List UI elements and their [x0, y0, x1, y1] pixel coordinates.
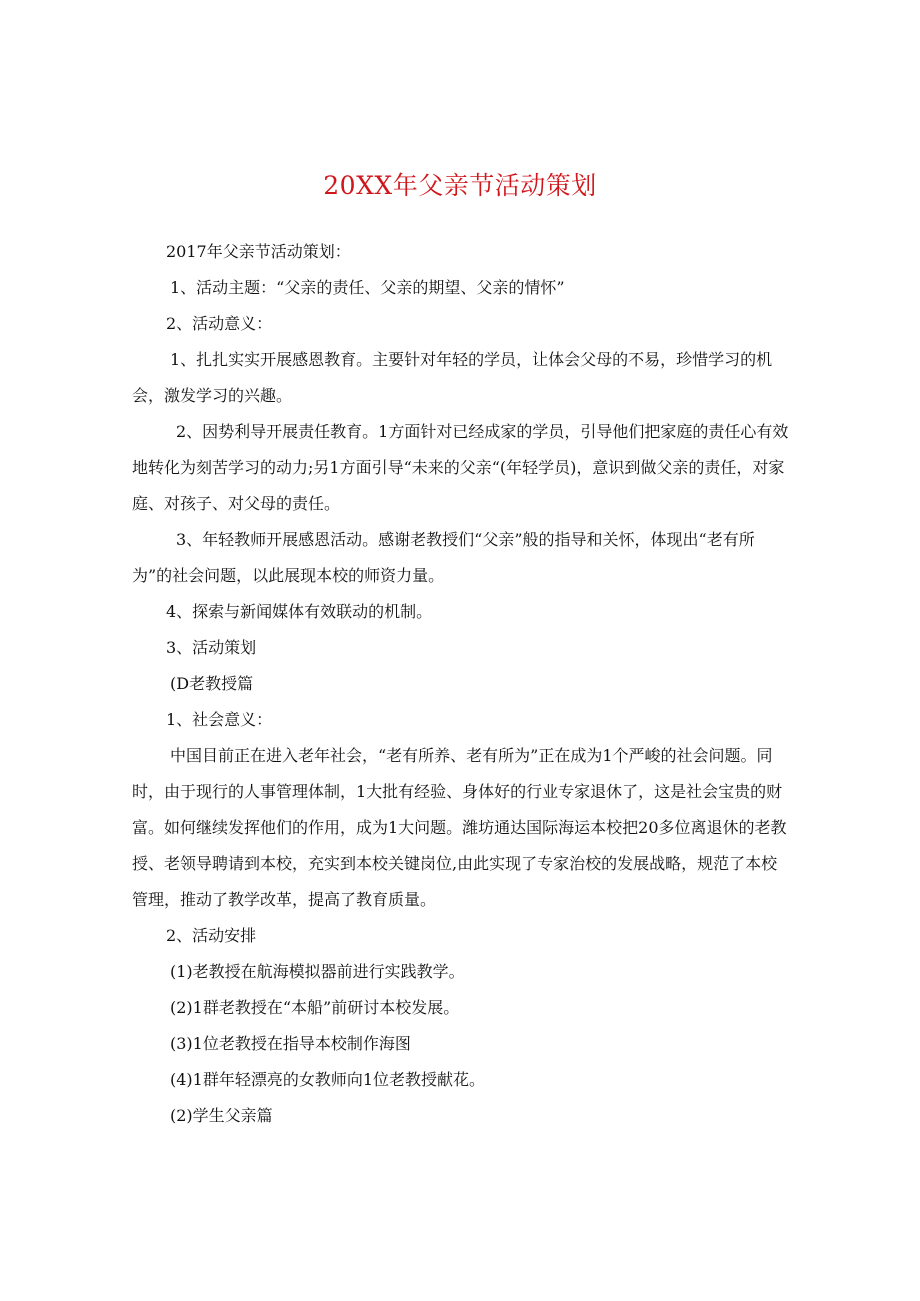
paragraph: 2、活动意义： [166, 314, 273, 333]
document-body [132, 234, 792, 1134]
paragraph: (4)1群年轻漂亮的女教师向1位老教授献花。 [170, 1070, 486, 1089]
paragraph: 3、年轻教师开展感恩活动。感谢老教授们“父亲”般的指导和关怀，体现出“老有所为”的社会问题，以此展现本校的师资力量。 [132, 530, 755, 585]
document-title: 20XX年父亲节活动策划 [323, 171, 597, 200]
paragraph: 2、因势利导开展责任教育。1方面针对已经成家的学员，引导他们把家庭的责任心有效地转化为刻苦学习的动力;另1方面引导“未来的父亲“(年轻学员)，意识到做父亲的责任，对家庭、对孩子、对父母的责任。 [132, 422, 789, 513]
paragraph: (2)学生父亲篇 [170, 1106, 273, 1125]
paragraph: (1)老教授在航海模拟器前进行实践教学。 [170, 962, 465, 981]
paragraph: 1、活动主题：“父亲的责任、父亲的期望、父亲的情怀” [170, 278, 565, 297]
paragraph: (3)1位老教授在指导本校制作海图 [170, 1034, 411, 1053]
paragraph: 中国目前正在进入老年社会，“老有所养、老有所为”正在成为1个严峻的社会问题。同时，由于现行的人事管理体制，1大批有经验、身体好的行业专家退休了，这是社会宝贵的财富。如何继续发挥他们的作用，成为1大问题。潍坊通达国际海运本校把20多位离退休的老教授、老领导聘请到本校，充实到本校关键岗位,由此实现了专家治校的发展战略，规范了本校管理，推动了教学改革，提高了教育质量。 [132, 746, 787, 909]
paragraph: (2)1群老教授在“本船”前研讨本校发展。 [170, 998, 460, 1017]
paragraph: 1、扎扎实实开展感恩教育。主要针对年轻的学员，让体会父母的不易，珍惜学习的机会，激发学习的兴趣。 [132, 350, 773, 405]
paragraph: 3、活动策划 [166, 638, 257, 657]
paragraph: 1、社会意义： [166, 710, 273, 729]
paragraph: (D老教授篇 [170, 674, 254, 693]
paragraph: 2017年父亲节活动策划： [166, 242, 351, 261]
paragraph: 2、活动安排 [166, 926, 257, 945]
paragraph: 4、探索与新闻媒体有效联动的机制。 [166, 602, 433, 621]
